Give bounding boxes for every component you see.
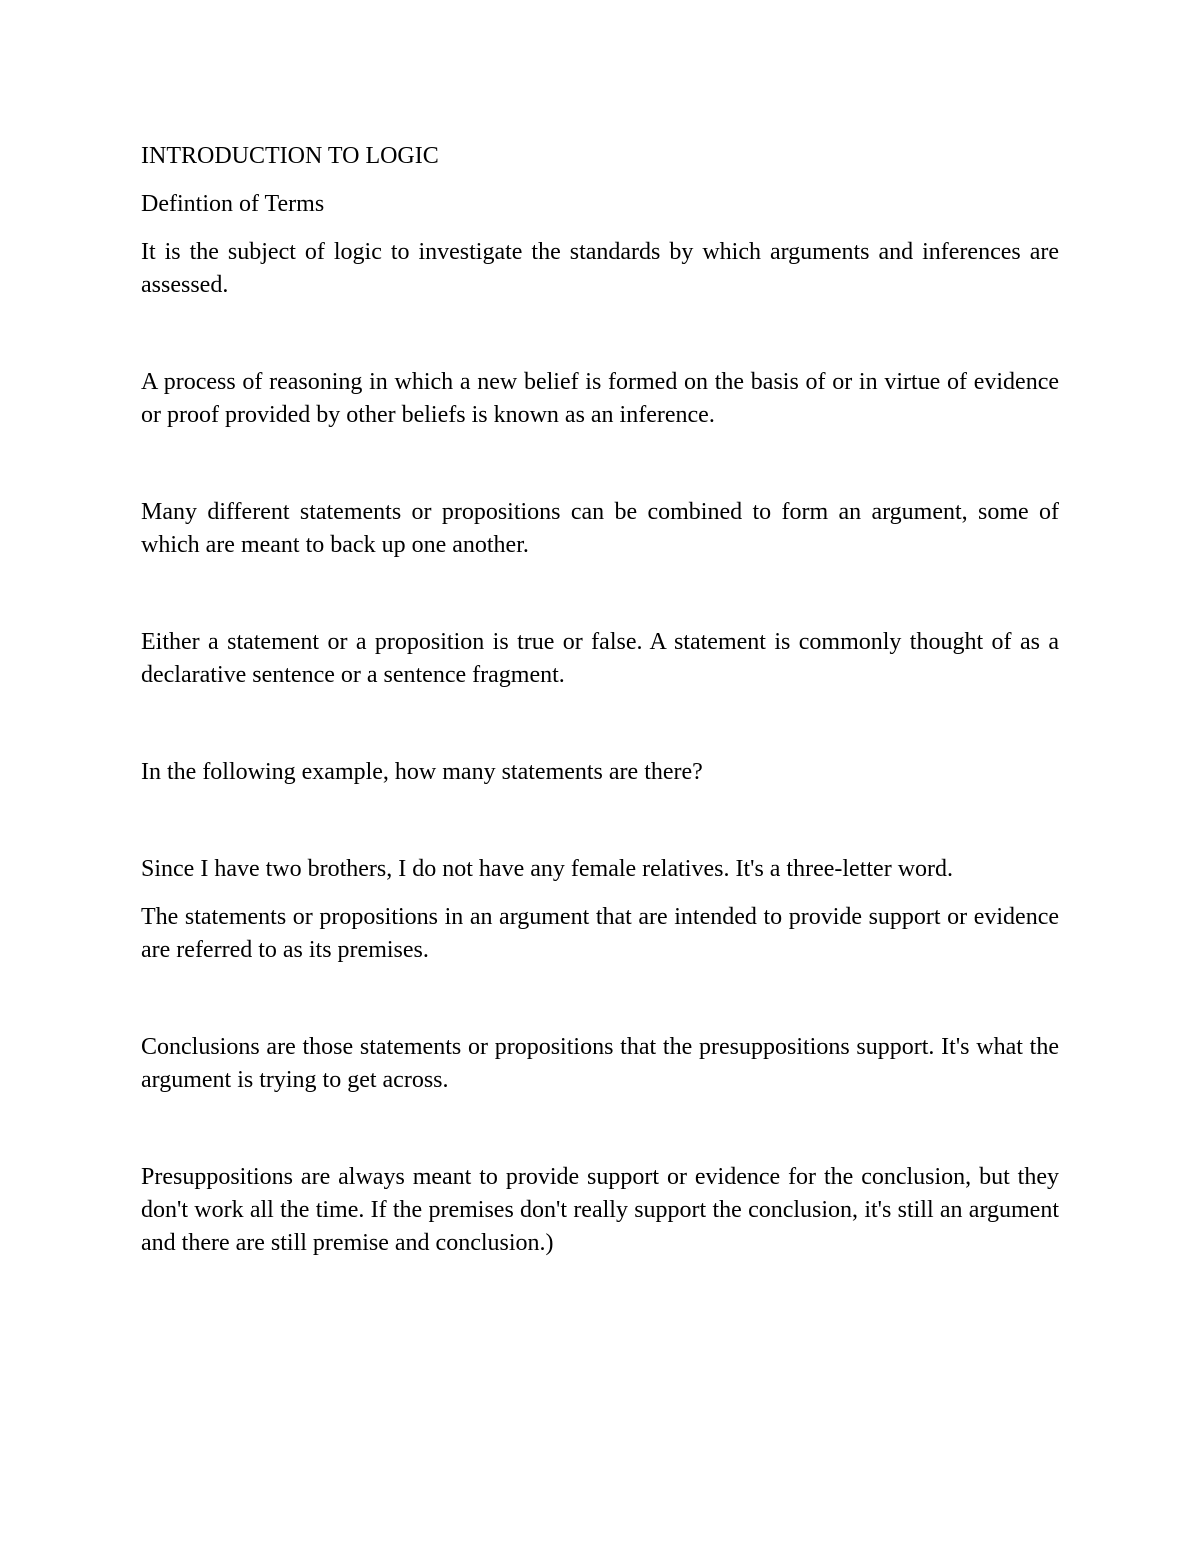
paragraph-logic-definition: It is the subject of logic to investigate the standards by which arguments and inferences are assessed. bbox=[141, 239, 1059, 298]
paragraph-argument-definition: Many different statements or propositions can be combined to form an argument, some of which are meant to back up one another. bbox=[141, 499, 1059, 558]
paragraph-example-question: In the following example, how many statements are there? bbox=[141, 759, 703, 785]
paragraph-example: Since I have two brothers, I do not have any female relatives. It's a three-letter word. bbox=[141, 856, 954, 882]
document-title: INTRODUCTION TO LOGIC bbox=[141, 143, 439, 169]
document-body bbox=[141, 140, 1059, 1260]
paragraph-inference-definition: A process of reasoning in which a new belief is formed on the basis of or in virtue of evidence or proof provided by other beliefs is known as an inference. bbox=[141, 369, 1059, 428]
paragraph-premises-definition: The statements or propositions in an argument that are intended to provide support or evidence are referred to as its premises. bbox=[141, 904, 1059, 963]
paragraph-conclusions-definition: Conclusions are those statements or propositions that the presuppositions support. It's what the argument is trying to get across. bbox=[141, 1034, 1059, 1093]
section-heading: Defintion of Terms bbox=[141, 191, 325, 217]
paragraph-presuppositions: Presuppositions are always meant to provide support or evidence for the conclusion, but they don't work all the time. If the premises don't really support the conclusion, it's still an argument and there are still premise and conclusion.) bbox=[141, 1164, 1059, 1256]
paragraph-statement-definition: Either a statement or a proposition is true or false. A statement is commonly thought of as a declarative sentence or a sentence fragment. bbox=[141, 629, 1059, 688]
